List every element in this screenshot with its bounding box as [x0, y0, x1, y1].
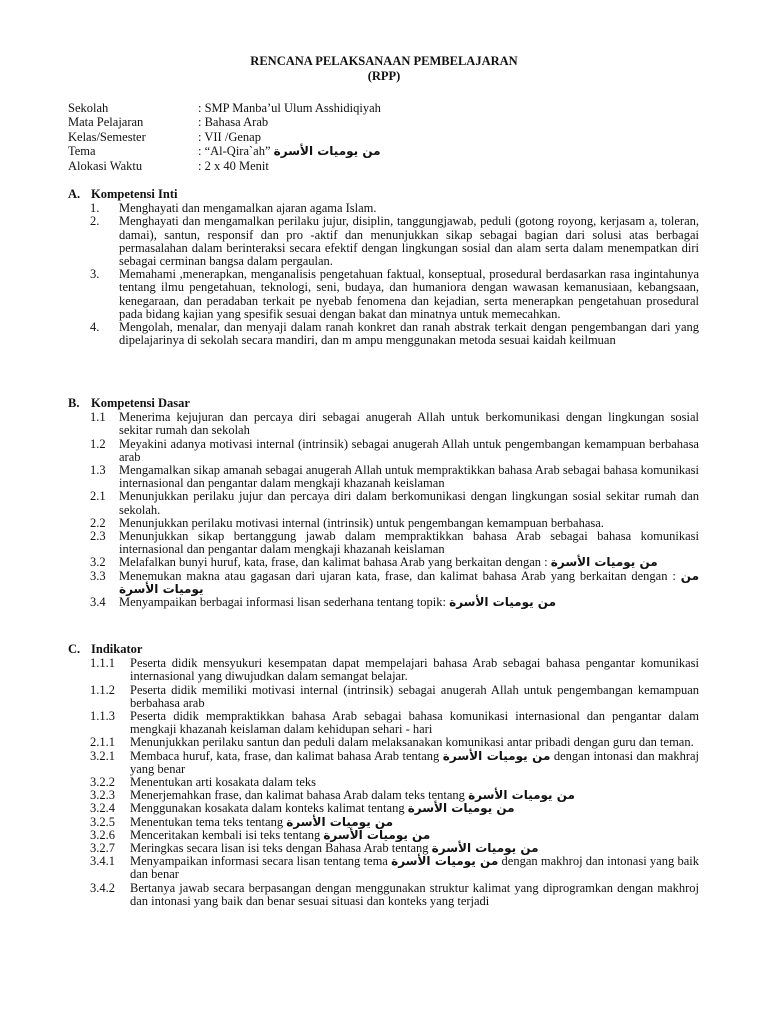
item-text-main: Peserta didik memiliki motivasi internal (intrinsik) sebagai anugerah Allah untuk pengembangan kemampuan berbahasa arab [130, 682, 699, 710]
item-text [119, 490, 699, 516]
item-text-main: Membaca huruf, kata, frase, dan kalimat bahasa Arab tentang [130, 748, 443, 763]
item-number: 3. [90, 267, 100, 282]
item-text-main: Menggunakan kosakata dalam konteks kalimat tentang [130, 801, 408, 816]
item-text-main: Menemukan makna atau gagasan dari ujaran kata, frase, dan kalimat bahasa Arab yang berkaitan dengan : [119, 568, 681, 583]
item-text-main: Menunjukkan perilaku motivasi internal (intrinsik) untuk pengembangan kemampuan berbahasa. [119, 515, 604, 530]
item-number: 2.1 [90, 489, 106, 504]
section-heading [68, 397, 699, 410]
item-number: 4. [90, 320, 100, 335]
identity-block [68, 101, 708, 173]
item-text-main: Menyampaikan informasi secara lisan tentang tema [130, 854, 392, 869]
item-text [119, 570, 699, 596]
list-item [68, 570, 699, 596]
list-item [68, 657, 699, 683]
item-text [130, 657, 699, 683]
item-text-main: Meyakini adanya motivasi internal (intrinsik) sebagai anugerah Allah untuk pengembangan kemampuan berbahasa arab [119, 436, 699, 464]
item-text-main: Mengamalkan sikap amanah sebagai anugerah Allah untuk mempraktikkan bahasa Arab sebagai bahasa komunikasi internasional dan pengantar dalam mengkaji khazanah keislaman [119, 463, 699, 491]
item-number: 3.2.3 [90, 788, 115, 803]
identity-value: : Bahasa Arab [198, 115, 269, 130]
item-text-main: Menghayati dan mengamalkan ajaran agama Islam. [119, 201, 377, 216]
list-item [68, 750, 699, 776]
item-arabic-topic: من يوميات الأسرة [431, 841, 539, 856]
list-item [68, 321, 699, 347]
item-text-main: Menunjukkan perilaku jujur dan percaya diri dalam berkomunikasi dengan lingkungan sosial sekitar rumah dan sekolah. [119, 489, 699, 517]
section-title: Kompetensi Inti [91, 187, 178, 201]
item-number: 2.1.1 [90, 735, 115, 750]
item-number: 3.4 [90, 595, 106, 610]
identity-label: Alokasi Waktu [68, 158, 143, 173]
item-text-main: Menerima kejujuran dan percaya diri sebagai anugerah Allah untuk berkomunikasi dengan lingkungan sosial sekitar rumah dan sekolah [119, 410, 699, 438]
section-letter: C. [68, 642, 81, 656]
identity-row-class [68, 130, 708, 144]
identity-row-school [68, 101, 708, 115]
list-item [68, 464, 699, 490]
item-text-main: Mengolah, menalar, dan menyaji dalam ranah konkret dan ranah abstrak terkait dengan pengembangan dari yang dipelajarinya di sekolah secara mandiri, dan m ampu menggunakan metoda sesuai kaidah keilmuan [119, 320, 699, 348]
list-item [68, 882, 699, 908]
list-item [68, 596, 699, 609]
item-number: 3.4.1 [90, 854, 115, 869]
identity-row-theme [68, 144, 708, 158]
item-text [119, 438, 699, 464]
list-item [68, 215, 699, 268]
item-arabic-topic: من يوميات الأسرة [119, 568, 699, 596]
section-indikator [68, 643, 699, 908]
item-number: 1.1.3 [90, 709, 115, 724]
item-number: 3.2.7 [90, 841, 115, 856]
item-number: 3.2.6 [90, 827, 115, 842]
item-number: 2. [90, 214, 100, 229]
item-text-main: Menghayati dan mengamalkan perilaku jujur, disiplin, tanggungjawab, peduli (gotong royong, kerjasam a, toleran, damai), santun, responsif dan pro -aktif dan menunjukkan sikap sebagai bagian dari solusi atas berbagai permasalahan dalam berinteraksi secara efektif dengan lingkungan sosial dan alam serta dalam menempatkan diri sebagai cerminan bangsa dalam pergaulan. [119, 214, 699, 269]
list-item [68, 268, 699, 321]
section-list [68, 411, 699, 609]
section-title: Indikator [91, 642, 143, 656]
item-text [119, 464, 699, 490]
theme-latin: : “Al-Qira`ah” [198, 144, 271, 159]
item-number: 3.2.2 [90, 775, 115, 790]
section-letter: A. [68, 187, 81, 201]
item-number: 3.3 [90, 568, 106, 583]
document-title: RENCANA PELAKSANAAN PEMBELAJARAN [250, 54, 518, 68]
item-number: 3.2 [90, 555, 106, 570]
item-text [119, 411, 699, 437]
list-item [68, 855, 699, 881]
section-heading [68, 643, 699, 656]
identity-value [198, 144, 381, 158]
item-arabic-topic: من يوميات الأسرة [407, 801, 515, 816]
section-kompetensi-dasar [68, 397, 699, 609]
item-text-after: dengan intonasi dan makhraj yang benar [130, 748, 699, 776]
item-text [130, 750, 699, 776]
section-list [68, 657, 699, 908]
item-text [119, 268, 699, 321]
identity-row-subject [68, 115, 708, 129]
item-arabic-topic: من يوميات الأسرة [323, 827, 431, 842]
item-arabic-topic: من يوميات الأسرة [286, 814, 394, 829]
item-number: 1. [90, 201, 100, 216]
item-number: 3.4.2 [90, 880, 115, 895]
identity-row-time [68, 159, 708, 173]
item-number: 1.3 [90, 463, 106, 478]
list-item [68, 684, 699, 710]
item-text [130, 855, 699, 881]
item-text [119, 215, 699, 268]
item-text-main: Menceritakan kembali isi teks tentang [130, 827, 324, 842]
item-text-main: Peserta didik mensyukuri kesempatan dapat mempelajari bahasa Arab sebagai bahasa pengantar komunikasi internasional yang diwujudkan dalam semangat belajar. [130, 656, 699, 684]
document-subtitle: (RPP) [367, 69, 401, 83]
item-text [119, 321, 699, 347]
item-number: 1.2 [90, 436, 106, 451]
item-text-main: Peserta didik mempraktikkan bahasa Arab sebagai bahasa komunikasi internasional dan pengantar dalam mengkaji khazanah keislaman dalam kehidupan sehari - hari [130, 709, 699, 737]
identity-label: Tema [68, 144, 96, 159]
item-number: 2.2 [90, 515, 106, 530]
item-text-main: Menunjukkan sikap bertanggung jawab dalam mempraktikkan bahasa Arab sebagai bahasa komunikasi internasional dan pengantar dalam mengkaji khazanah keislaman [119, 529, 699, 557]
list-item [68, 490, 699, 516]
list-item [68, 438, 699, 464]
item-arabic-topic: من يوميات الأسرة [449, 595, 557, 610]
section-title: Kompetensi Dasar [91, 396, 190, 410]
item-number: 3.2.5 [90, 814, 115, 829]
item-text-main: Memahami ,menerapkan, menganalisis pengetahuan faktual, konseptual, prosedural berdasarkan rasa ingintahunya tentang ilmu pengetahuan, teknologi, seni, budaya, dan humaniora dengan wawasan kemanusiaan, kebangsaan, kenegaraan, dan peradaban terkait pe nyebab fenomena dan kejadian, serta menerapkan pengetahuan prosedural pada bidang kajian yang spesifik sesuai dengan bakat dan minatnya untuk memecahkan. [119, 267, 699, 321]
item-arabic-topic: من يوميات الأسرة [550, 555, 658, 570]
item-text-main: Menyampaikan berbagai informasi lisan sederhana tentang topik: [119, 595, 450, 610]
identity-label: Kelas/Semester [68, 129, 146, 144]
section-letter: B. [68, 396, 80, 410]
item-text-after: dengan makhroj dan intonasi yang baik dan benar [130, 854, 700, 882]
identity-value: : VII /Genap [198, 129, 261, 144]
identity-value: : SMP Manba’ul Ulum Asshidiqiyah [198, 101, 381, 115]
item-number: 3.2.4 [90, 801, 115, 816]
item-number: 1.1 [90, 410, 106, 425]
list-item [68, 710, 699, 736]
item-text-main: Melafalkan bunyi huruf, kata, frase, dan kalimat bahasa Arab yang berkaitan dengan : [119, 555, 551, 570]
section-list [68, 202, 699, 347]
identity-label: Sekolah [68, 101, 109, 115]
section-heading [68, 188, 699, 201]
item-arabic-topic: من يوميات الأسرة [442, 748, 551, 763]
item-text-main: Menentukan tema teks tentang [130, 814, 287, 829]
section-kompetensi-inti [68, 188, 699, 347]
item-arabic-topic: من يوميات الأسرة [391, 854, 499, 869]
item-text-main: Meringkas secara lisan isi teks dengan Bahasa Arab tentang [130, 841, 432, 856]
item-number: 2.3 [90, 529, 106, 544]
item-text [130, 684, 699, 710]
item-text [130, 882, 699, 908]
item-text [119, 596, 699, 609]
item-text-main: Menunjukkan perilaku santun dan peduli dalam melaksanakan komunikasi antar pribadi dengan guru dan teman. [130, 735, 694, 750]
item-text [130, 710, 699, 736]
item-number: 3.2.1 [90, 748, 115, 763]
item-number: 1.1.1 [90, 656, 115, 671]
item-arabic-topic: من يوميات الأسرة [468, 788, 575, 803]
item-text-main: Bertanya jawab secara berpasangan dengan menggunakan struktur kalimat yang diprogramkan dengan makhroj dan intonasi yang baik dan benar sesuai situasi dan konteks yang terjadi [130, 880, 699, 908]
item-text-main: Menerjemahkan frase, dan kalimat bahasa Arab dalam teks tentang [130, 788, 469, 803]
item-text-main: Menentukan arti kosakata dalam teks [130, 775, 317, 790]
item-number: 1.1.2 [90, 682, 115, 697]
identity-label: Mata Pelajaran [68, 115, 144, 130]
list-item [68, 411, 699, 437]
item-text [119, 530, 699, 556]
theme-arabic: من يوميات الأسرة [273, 144, 381, 159]
list-item [68, 530, 699, 556]
identity-value: : 2 x 40 Menit [198, 158, 269, 173]
